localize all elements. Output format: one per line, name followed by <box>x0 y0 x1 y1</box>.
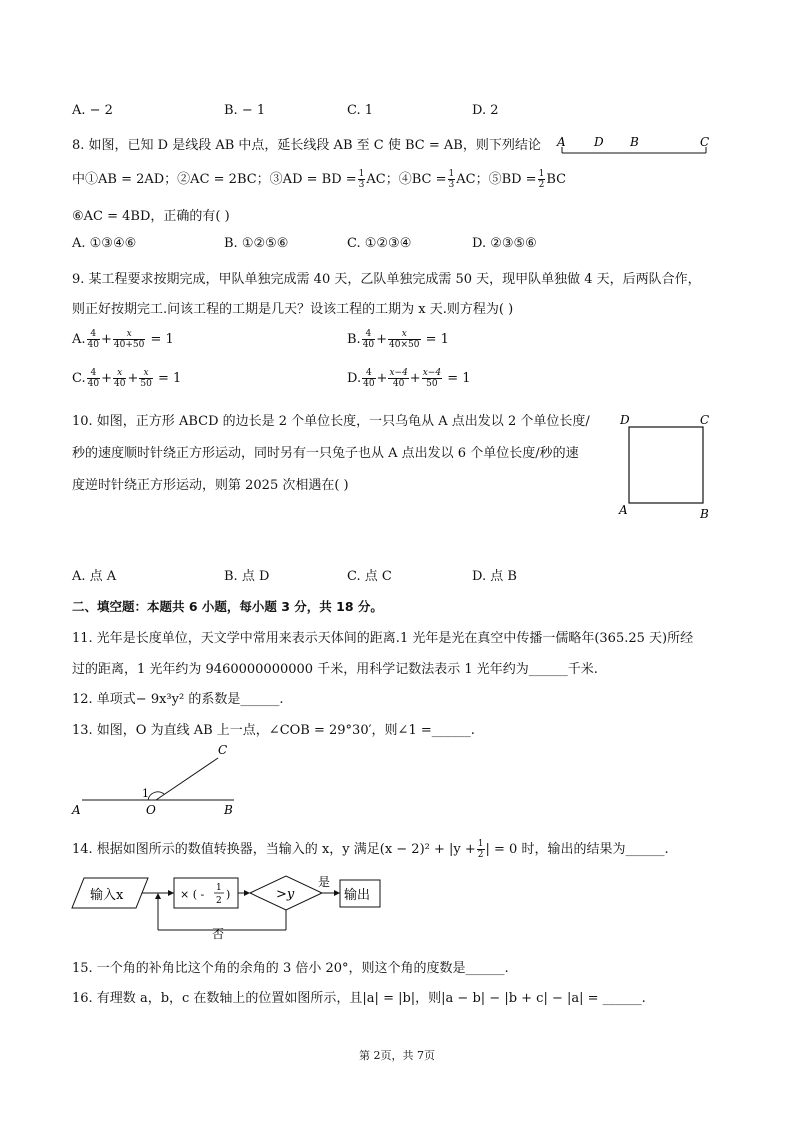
q13-angle-figure <box>68 742 248 818</box>
q13-label-1: 1 <box>142 787 149 800</box>
q9-option-a: A. $\frac{4}{40}$ + $\frac{x}{40+50}$ = 1 <box>72 329 174 350</box>
flow-compare-label: >y <box>276 887 295 902</box>
q10-option-a: A. 点 A <box>72 569 117 584</box>
q10-square-figure <box>616 410 716 522</box>
q11-line2: 过的距离，1 光年约为 9460000000000 千米，用科学记数法表示 1 光年约为______千米. <box>72 662 598 677</box>
q11-line1: 11. 光年是长度单位，天文学中常用来表示天体间的距离.1 光年是光在真空中传播一儒略年(365.25 天)所经 <box>72 631 694 646</box>
q8-option-b: B. ①②⑤⑥ <box>224 236 289 251</box>
q8-option-d: D. ②③⑤⑥ <box>472 236 537 251</box>
q8-option-a: A. ①③④⑥ <box>72 236 137 251</box>
q7-option-d: D. 2 <box>472 103 499 118</box>
q9-line2: 则正好按期完工.问该工程的工期是几天？设该工程的工期为 x 天.则方程为( ) <box>72 302 514 317</box>
q8-line1: 8. 如图，已知 D 是线段 AB 中点，延长线段 AB 至 C 使 BC = AB，则下列结论 <box>72 138 541 153</box>
q8-label-c: C <box>700 135 710 149</box>
q12-text: 12. 单项式− 9x³y² 的系数是______. <box>72 692 284 707</box>
q8-line3: ⑥AC = 4BD，正确的有( ) <box>72 209 230 224</box>
q16-text: 16. 有理数 a，b，c 在数轴上的位置如图所示，且|a| = |b|，则|a − b| − |b + c| − |a| = ______. <box>72 991 646 1006</box>
q10-label-d: D <box>620 413 630 427</box>
flow-frac-den: 2 <box>216 896 222 906</box>
flow-no-label: 否 <box>212 927 225 940</box>
q9-option-d: D. $\frac{4}{40}$ + $\frac{x-4}{40}$ + $\frac{x-4}{50}$ = 1 <box>347 368 471 389</box>
q9-option-c: C. $\frac{4}{40}$ + $\frac{x}{40}$ + $\frac{x}{50}$ = 1 <box>72 368 182 389</box>
q7-option-a: A. − 2 <box>72 103 113 118</box>
q9-line1: 9. 某工程要求按期完成，甲队单独完成需 40 天，乙队单独完成需 50 天，现甲队单独做 4 天，后两队合作， <box>72 272 701 287</box>
q10-line2: 秒的速度顺时针绕正方形运动，同时另有一只兔子也从 A 点出发以 6 个单位长度/秒的速 <box>72 446 579 461</box>
q13-label-o: O <box>146 803 156 817</box>
q10-option-d: D. 点 B <box>472 569 517 584</box>
q10-label-a: A <box>619 503 628 517</box>
q8-line2: 中①AB = 2AD；②AC = 2BC；③AD = BD = $\frac{1}{3}$ AC；④BC = $\frac{1}{3}$ AC；⑤BD = $\frac{1}{2}$ BC <box>72 169 567 190</box>
page-footer: 第 2页，共 7页 <box>359 1049 435 1062</box>
q8-segment-figure <box>552 132 718 160</box>
flow-yes-label: 是 <box>318 875 331 889</box>
q10-label-b: B <box>700 507 709 521</box>
flow-multiply-label: × ( - <box>180 888 205 901</box>
q8-label-b: B <box>630 135 639 149</box>
q10-label-c: C <box>700 413 710 427</box>
q14-text: 14. 根据如图所示的数值转换器，当输入的 x，y 满足(x − 2)² + |y + $\frac{1}{2}$ | = 0 时，输出的结果为______. <box>72 839 669 860</box>
q10-option-c: C. 点 C <box>347 569 392 584</box>
q14-flowchart <box>70 868 390 940</box>
q7-option-b: B. − 1 <box>224 103 266 118</box>
q13-label-c: C <box>218 743 228 757</box>
flow-input-label: 输入x <box>90 888 124 903</box>
flow-multiply-tail: ) <box>226 888 231 901</box>
q9-option-b: B. $\frac{4}{40}$ + $\frac{x}{40\times 50}$ = 1 <box>347 329 449 350</box>
q10-line1: 10. 如图，正方形 ABCD 的边长是 2 个单位长度，一只乌龟从 A 点出发以 2 个单位长度/ <box>72 414 590 429</box>
q10-line3: 度逆时针绕正方形运动，则第 2025 次相遇在( ) <box>72 478 349 493</box>
q8-label-a: A <box>557 135 566 149</box>
q7-option-c: C. 1 <box>347 103 374 118</box>
q10-option-b: B. 点 D <box>224 569 270 584</box>
flow-output-label: 输出 <box>344 888 371 903</box>
flow-frac-num: 1 <box>216 883 222 893</box>
q13-label-a: A <box>72 803 81 817</box>
q13-text: 13. 如图，O 为直线 AB 上一点，∠COB = 29°30′，则∠1 =______. <box>72 723 475 738</box>
q13-label-b: B <box>224 803 233 817</box>
q15-text: 15. 一个角的补角比这个角的余角的 3 倍小 20°，则这个角的度数是______. <box>72 961 509 976</box>
q8-label-d: D <box>594 135 604 149</box>
section-title-fill-in: 二、填空题：本题共 6 小题，每小题 3 分，共 18 分。 <box>72 599 383 614</box>
q8-option-c: C. ①②③④ <box>347 236 412 251</box>
